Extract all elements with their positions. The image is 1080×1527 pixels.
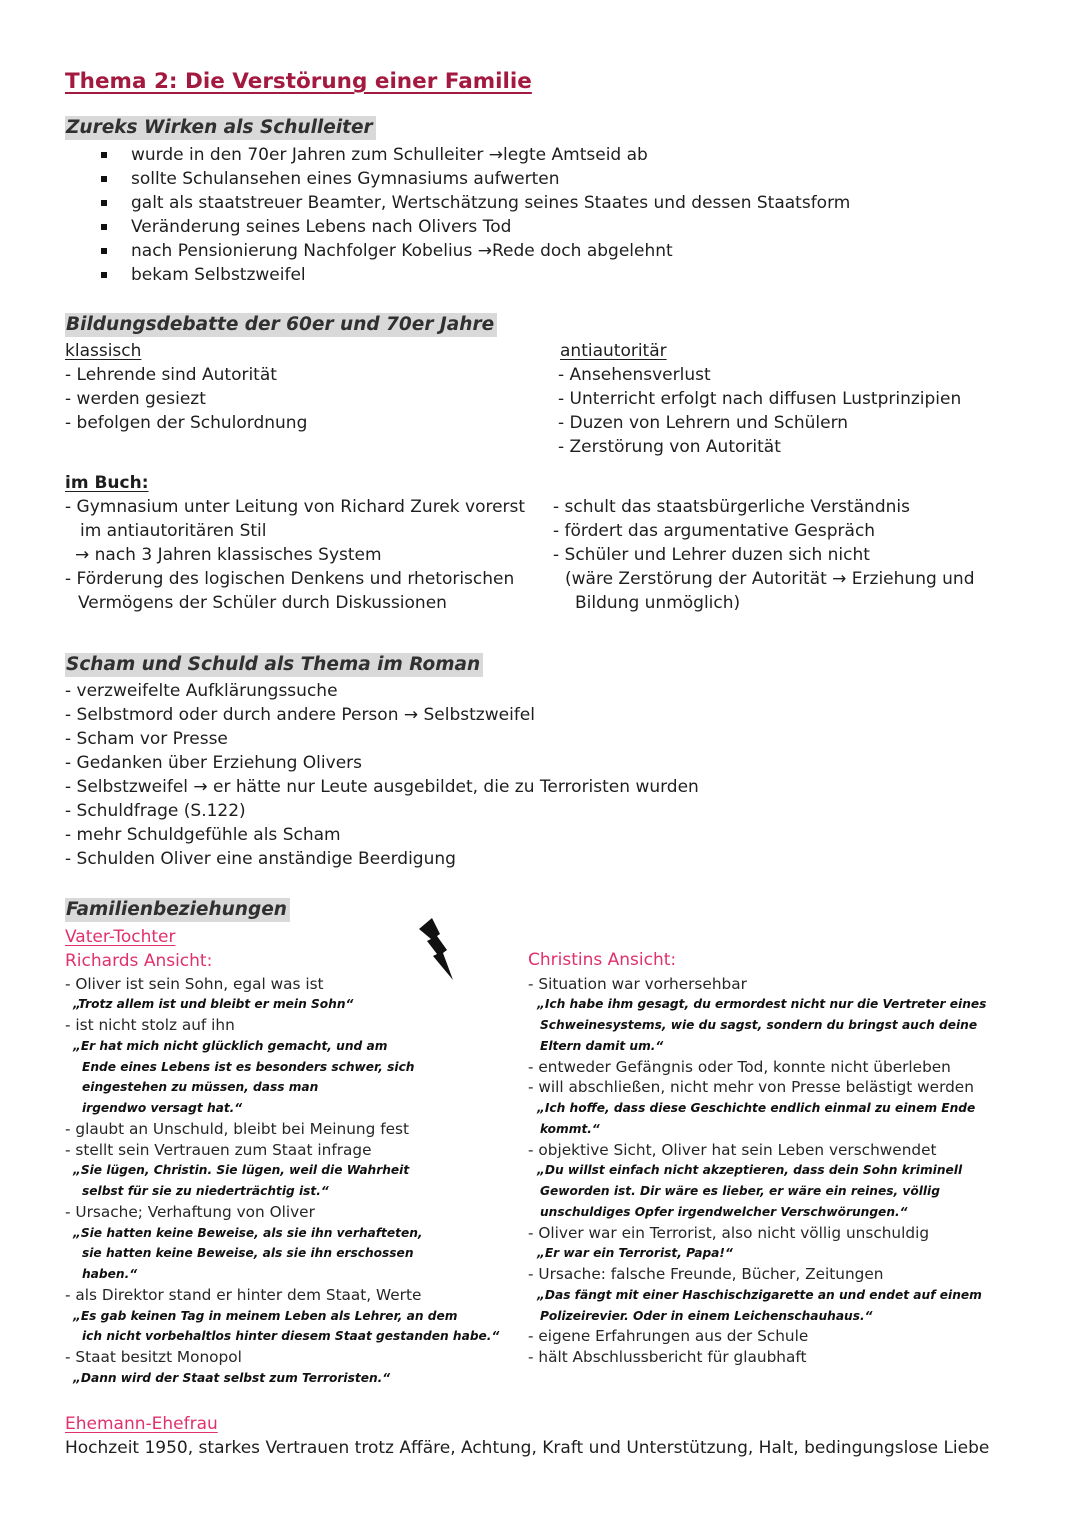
point: - Oliver ist sein Sohn, egal was ist <box>65 974 324 993</box>
klassisch-column <box>65 339 307 435</box>
quote-line: „Er hat mich nicht glücklich gemacht, und am <box>73 1038 388 1053</box>
list-item: - mehr Schuldgefühle als Scham <box>65 825 341 845</box>
list-item: - verzweifelte Aufklärungssuche <box>65 681 338 701</box>
column-label-antiautoritaer <box>558 339 961 363</box>
quote-line: Eltern damit um.“ <box>540 1038 664 1053</box>
list-item: - Schüler und Lehrer duzen sich nicht <box>553 545 870 565</box>
quote-line: „Trotz allem ist und bleibt er mein Sohn“ <box>73 997 354 1012</box>
bullet-text: Veränderung seines Lebens nach Olivers Tod <box>131 217 512 237</box>
quote-line: Ende eines Lebens ist es besonders schwer, sich <box>82 1059 415 1074</box>
quote-line: „Sie hatten keine Beweise, als sie ihn verhafteten, <box>73 1225 423 1240</box>
list-item: - Selbstmord oder durch andere Person → Selbstzweifel <box>65 705 535 725</box>
quote-line: „Er war ein Terrorist, Papa!“ <box>537 1246 733 1261</box>
scham-schuld-list <box>65 679 699 871</box>
list-item: - Gymnasium unter Leitung von Richard Zurek vorerst <box>65 497 526 517</box>
antiautoritaer-column <box>558 339 961 459</box>
list-item: - fördert das argumentative Gespräch <box>553 521 876 541</box>
bullet-item <box>65 263 850 287</box>
quote-line: Schweinesystems, wie du sagst, sondern du bringst auch deine <box>540 1018 978 1033</box>
list-item: - Gedanken über Erziehung Olivers <box>65 753 362 773</box>
page-title: Thema 2: Die Verstörung einer Familie <box>65 69 532 94</box>
lightning-icon <box>418 918 454 980</box>
quote-line: „Ich habe ihm gesagt, du ermordest nicht nur die Vertreter eines <box>537 997 987 1012</box>
point: - Situation war vorhersehbar <box>528 974 747 993</box>
list-item-continuation: → nach 3 Jahren klassisches System <box>75 545 382 565</box>
richard-column <box>65 974 499 1389</box>
section-heading-familienbeziehungen: Familienbeziehungen <box>65 898 290 922</box>
list-item: - Selbstzweifel → er hätte nur Leute ausgebildet, die zu Terroristen wurden <box>65 777 699 797</box>
list-item-continuation: im antiautoritären Stil <box>80 521 267 541</box>
list-item: - Duzen von Lehrern und Schülern <box>558 413 849 433</box>
bullet-item <box>65 215 850 239</box>
point: - objektive Sicht, Oliver hat sein Leben verschwendet <box>528 1140 937 1159</box>
section-heading-schulleiter: Zureks Wirken als Schulleiter <box>65 116 376 140</box>
bullet-text: sollte Schulansehen eines Gymnasiums aufwerten <box>131 169 560 189</box>
vater-tochter-label: Vater-Tochter <box>65 927 176 947</box>
bullet-item <box>65 167 850 191</box>
bullet-text: bekam Selbstzweifel <box>131 265 306 285</box>
quote-line: irgendwo versagt hat.“ <box>82 1101 243 1116</box>
column-label-text: antiautoritär <box>560 341 667 361</box>
square-bullet-icon <box>101 272 107 278</box>
section-heading-scham-schuld: Scham und Schuld als Thema im Roman <box>65 653 483 677</box>
ehe-label: Ehemann-Ehefrau <box>65 1414 218 1434</box>
quote-line: ich nicht vorbehaltlos hinter diesem Staat gestanden habe.“ <box>82 1329 500 1344</box>
list-item-continuation: Bildung unmöglich) <box>575 593 741 613</box>
point: - ist nicht stolz auf ihn <box>65 1016 235 1035</box>
point: - Ursache; Verhaftung von Oliver <box>65 1202 315 1221</box>
bullet-text: wurde in den 70er Jahren zum Schulleiter →legte Amtseid ab <box>131 145 648 165</box>
point: - als Direktor stand er hinter dem Staat, Werte <box>65 1285 422 1304</box>
schulleiter-list <box>65 143 850 287</box>
square-bullet-icon <box>101 224 107 230</box>
im-buch-left-column <box>65 471 525 615</box>
quote-line: Polizeirevier. Oder in einem Leichenschauhaus.“ <box>540 1308 873 1323</box>
list-item: - Unterricht erfolgt nach diffusen Lustprinzipien <box>558 389 962 409</box>
list-item: - werden gesiezt <box>65 389 206 409</box>
bullet-item <box>65 239 850 263</box>
list-item: - schult das staatsbürgerliche Verständnis <box>553 497 910 517</box>
richard-heading: Richards Ansicht: <box>65 951 213 971</box>
bullet-item <box>65 191 850 215</box>
square-bullet-icon <box>101 176 107 182</box>
point: - stellt sein Vertrauen zum Staat infrage <box>65 1140 372 1159</box>
list-item: - Scham vor Presse <box>65 729 228 749</box>
list-item: - Ansehensverlust <box>558 365 711 385</box>
square-bullet-icon <box>101 248 107 254</box>
quote-line: kommt.“ <box>540 1121 600 1136</box>
square-bullet-icon <box>101 152 107 158</box>
bullet-text: nach Pensionierung Nachfolger Kobelius →Rede doch abgelehnt <box>131 241 673 261</box>
bullet-item <box>65 143 850 167</box>
list-item: - Schulden Oliver eine anständige Beerdigung <box>65 849 456 869</box>
list-item: - befolgen der Schulordnung <box>65 413 308 433</box>
im-buch-label: im Buch: <box>65 473 149 493</box>
section-heading-bildungsdebatte: Bildungsdebatte der 60er und 70er Jahre <box>65 313 497 337</box>
point: - Staat besitzt Monopol <box>65 1348 242 1367</box>
point: - hält Abschlussbericht für glaubhaft <box>528 1348 807 1367</box>
quote-line: „Das fängt mit einer Haschischzigarette an und endet auf einem <box>537 1287 982 1302</box>
list-item-continuation: Vermögens der Schüler durch Diskussionen <box>78 593 447 613</box>
list-item: - Zerstörung von Autorität <box>558 437 781 457</box>
list-item: - Förderung des logischen Denkens und rhetorischen <box>65 569 515 589</box>
christin-column <box>528 974 986 1368</box>
point: - glaubt an Unschuld, bleibt bei Meinung fest <box>65 1119 409 1138</box>
point: - eigene Erfahrungen aus der Schule <box>528 1327 809 1346</box>
point: - entweder Gefängnis oder Tod, konnte nicht überleben <box>528 1057 951 1076</box>
list-item: - Schuldfrage (S.122) <box>65 801 246 821</box>
quote-line: Geworden ist. Dir wäre es lieber, er wäre ein reines, völlig <box>540 1184 940 1199</box>
quote-line: selbst für sie zu niederträchtig ist.“ <box>82 1184 329 1199</box>
quote-line: „Du willst einfach nicht akzeptieren, dass dein Sohn kriminell <box>537 1163 963 1178</box>
bullet-text: galt als staatstreuer Beamter, Wertschätzung seines Staates und dessen Staatsform <box>131 193 851 213</box>
quote-line: „Ich hoffe, dass diese Geschichte endlich einmal zu einem Ende <box>537 1101 976 1116</box>
column-label-klassisch: klassisch <box>65 341 142 361</box>
quote-line: „Dann wird der Staat selbst zum Terroristen.“ <box>73 1370 391 1385</box>
im-buch-right-column <box>553 495 975 615</box>
quote-line: sie hatten keine Beweise, als sie ihn erschossen <box>82 1246 414 1261</box>
list-item-continuation: (wäre Zerstörung der Autorität → Erziehung und <box>565 569 975 589</box>
point: - Ursache: falsche Freunde, Bücher, Zeitungen <box>528 1265 884 1284</box>
ehe-text: Hochzeit 1950, starkes Vertrauen trotz Affäre, Achtung, Kraft und Unterstützung, Halt, bedingungslose Liebe <box>65 1438 990 1458</box>
christin-heading: Christins Ansicht: <box>528 950 677 970</box>
quote-line: „Sie lügen, Christin. Sie lügen, weil die Wahrheit <box>73 1163 410 1178</box>
square-bullet-icon <box>101 200 107 206</box>
quote-line: unschuldiges Opfer irgendwelcher Verschwörungen.“ <box>540 1204 908 1219</box>
list-item: - Lehrende sind Autorität <box>65 365 277 385</box>
quote-line: „Es gab keinen Tag in meinem Leben als Lehrer, an dem <box>73 1308 458 1323</box>
quote-line: eingestehen zu müssen, dass man <box>82 1080 319 1095</box>
point: - will abschließen, nicht mehr von Presse belästigt werden <box>528 1078 974 1097</box>
quote-line: haben.“ <box>82 1267 138 1282</box>
point: - Oliver war ein Terrorist, also nicht völlig unschuldig <box>528 1223 930 1242</box>
